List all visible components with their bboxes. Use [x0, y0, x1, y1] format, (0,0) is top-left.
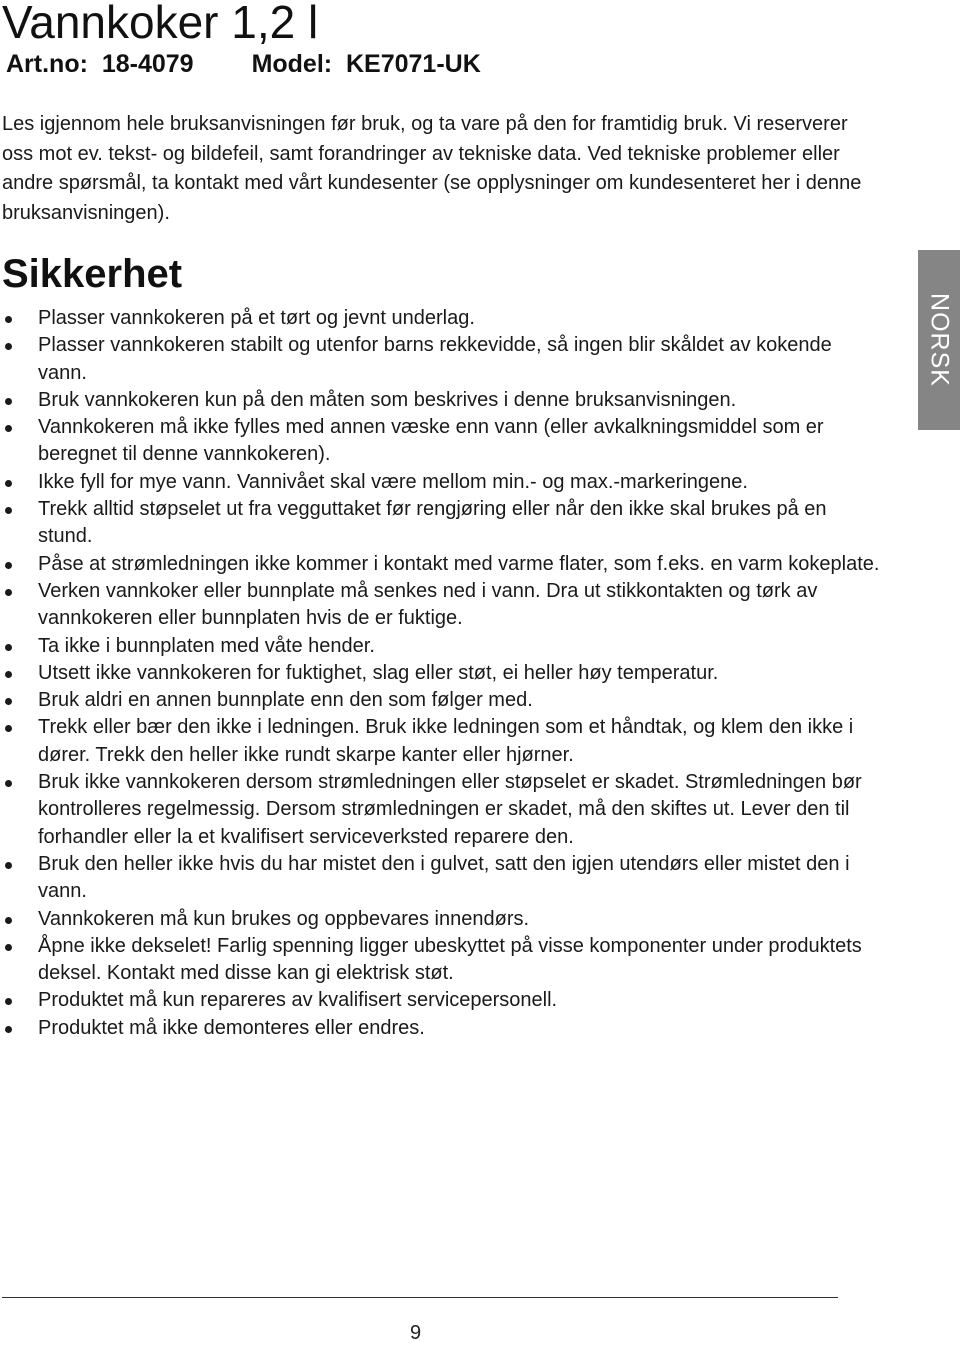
list-item: Plasser vannkokeren stabilt og utenfor barns rekkevidde, så ingen blir skåldet av kokende vann.	[0, 332, 880, 387]
language-tab-label: NORSK	[925, 293, 954, 387]
list-item: Bruk vannkokeren kun på den måten som beskrives i denne bruksanvisningen.	[0, 387, 880, 414]
document-title: Vannkoker 1,2 l	[2, 0, 319, 48]
list-item: Bruk den heller ikke hvis du har mistet den i gulvet, satt den igjen utendørs eller mistet den i vann.	[0, 851, 880, 906]
list-item: Utsett ikke vannkokeren for fuktighet, slag eller støt, ei heller høy temperatur.	[0, 660, 880, 687]
article-number: Art.no: 18-4079	[6, 50, 194, 78]
list-item: Produktet må kun repareres av kvalifisert servicepersonell.	[0, 987, 880, 1014]
list-item: Vannkokeren må kun brukes og oppbevares innendørs.	[0, 906, 880, 933]
article-model-line	[6, 48, 481, 80]
list-item: Verken vannkoker eller bunnplate må senkes ned i vann. Dra ut stikkontakten og tørk av vannkokeren eller bunnplaten hvis de er fuktige.	[0, 578, 880, 633]
page-number: 9	[410, 1322, 422, 1344]
list-item: Åpne ikke dekselet! Farlig spenning ligger ubeskyttet på visse komponenter under produktets deksel. Kontakt med disse kan gi elektrisk støt.	[0, 933, 880, 988]
section-heading-safety: Sikkerhet	[2, 252, 183, 296]
list-item: Trekk alltid støpselet ut fra vegguttaket før rengjøring eller når den ikke skal brukes på en stund.	[0, 496, 880, 551]
list-item: Ta ikke i bunnplaten med våte hender.	[0, 633, 880, 660]
list-item: Trekk eller bær den ikke i ledningen. Bruk ikke ledningen som et håndtak, og klem den ikke i dører. Trekk den heller ikke rundt skarpe kanter eller hjørner.	[0, 714, 880, 769]
model-number: Model: KE7071-UK	[251, 50, 481, 78]
safety-list	[0, 305, 880, 1042]
intro-paragraph: Les igjennom hele bruksanvisningen før bruk, og ta vare på den for framtidig bruk. Vi reserverer oss mot ev. tekst- og bildefeil, samt forandringer av tekniske data. Ved tekniske problemer eller andre spørsmål, ta kontakt med vårt kundesenter (se opplysninger om kundesenteret her i denne bruksanvisningen).	[2, 113, 862, 224]
list-item: Påse at strømledningen ikke kommer i kontakt med varme flater, som f.eks. en varm kokeplate.	[0, 551, 880, 578]
language-tab	[918, 250, 960, 430]
list-item: Bruk ikke vannkokeren dersom strømledningen eller støpselet er skadet. Strømledningen bør kontrolleres regelmessig. Dersom strømledningen er skadet, må den skiftes ut. Lever den til forhandler eller la et kvalifisert serviceverksted reparere den.	[0, 769, 880, 851]
footer-divider	[2, 1297, 838, 1298]
list-item: Plasser vannkokeren på et tørt og jevnt underlag.	[0, 305, 880, 332]
list-item: Bruk aldri en annen bunnplate enn den som følger med.	[0, 687, 880, 714]
list-item: Vannkokeren må ikke fylles med annen væske enn vann (eller avkalkningsmiddel som er beregnet til denne vannkokeren).	[0, 414, 880, 469]
list-item: Produktet må ikke demonteres eller endres.	[0, 1015, 880, 1042]
list-item: Ikke fyll for mye vann. Vannivået skal være mellom min.- og max.-markeringene.	[0, 469, 880, 496]
